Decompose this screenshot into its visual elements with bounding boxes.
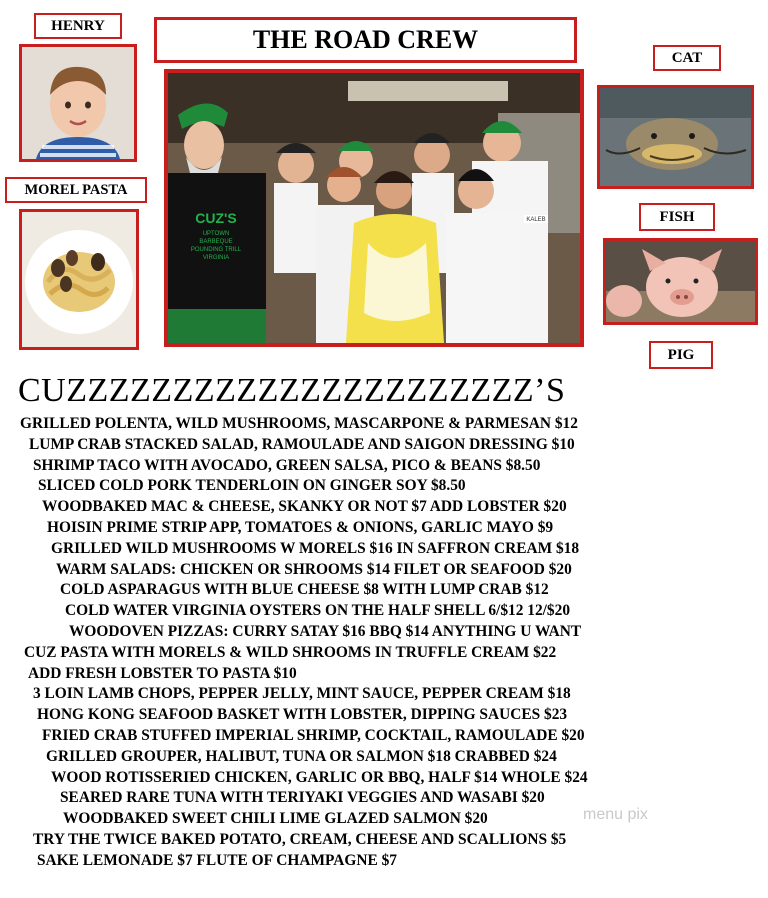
label-cat: CAT (653, 45, 721, 71)
crew-photo (164, 69, 584, 347)
shirt-text: BARBEQUE (199, 239, 233, 245)
name-tag: KALEB (526, 217, 546, 223)
menu-item: COLD WATER VIRGINIA OYSTERS ON THE HALF SHELL 6/$12 12/$20 (65, 602, 571, 619)
menu-item: SHRIMP TACO WITH AVOCADO, GREEN SALSA, PICO & BEANS $8.50 (33, 457, 541, 474)
shirt-text: POUNDING TRILL (190, 247, 242, 253)
menu-item: HONG KONG SEAFOOD BASKET WITH LOBSTER, DIPPING SAUCES $23 (37, 706, 568, 723)
pig-photo (603, 238, 758, 325)
menu-item: 3 LOIN LAMB CHOPS, PEPPER JELLY, MINT SAUCE, PEPPER CREAM $18 (33, 685, 571, 702)
menu-item: CUZ PASTA WITH MORELS & WILD SHROOMS IN TRUFFLE CREAM $22 (24, 644, 557, 661)
label-fish: FISH (639, 203, 715, 231)
menu-item: LUMP CRAB STACKED SALAD, RAMOULADE AND SAIGON DRESSING $10 (29, 436, 575, 453)
menu-item: GRILLED WILD MUSHROOMS W MORELS $16 IN SAFFRON CREAM $18 (51, 540, 580, 557)
menu-item: HOISIN PRIME STRIP APP, TOMATOES & ONIONS, GARLIC MAYO $9 (47, 519, 554, 536)
menu-item: COLD ASPARAGUS WITH BLUE CHEESE $8 WITH LUMP CRAB $12 (60, 581, 549, 598)
page-title: THE ROAD CREW (154, 17, 577, 63)
label-morel-pasta: MOREL PASTA (5, 177, 147, 203)
shirt-text: UPTOWN (202, 231, 230, 237)
menu-item: ADD FRESH LOBSTER TO PASTA $10 (28, 665, 297, 682)
shirt-text: CUZ'S (195, 210, 237, 226)
menu-item: WOODBAKED SWEET CHILI LIME GLAZED SALMON $20 (63, 810, 488, 827)
menu-item: TRY THE TWICE BAKED POTATO, CREAM, CHEESE AND SCALLIONS $5 (33, 831, 567, 848)
catfish-photo (597, 85, 754, 189)
menu-item: FRIED CRAB STUFFED IMPERIAL SHRIMP, COCKTAIL, RAMOULADE $20 (42, 727, 585, 744)
menu-item: GRILLED GROUPER, HALIBUT, TUNA OR SALMON $18 CRABBED $24 (46, 748, 557, 765)
menu-item: WOODOVEN PIZZAS: CURRY SATAY $16 BBQ $14 ANYTHING U WANT (69, 623, 582, 640)
menu-item: WOOD ROTISSERIED CHICKEN, GARLIC OR BBQ, HALF $14 WHOLE $24 (51, 769, 588, 786)
menu-item: GRILLED POLENTA, WILD MUSHROOMS, MASCARPONE & PARMESAN $12 (20, 415, 578, 432)
shirt-text: VIRGINIA (202, 255, 230, 261)
morel-pasta-photo (19, 209, 139, 350)
watermark: menu pix (583, 806, 648, 823)
menu-item: SLICED COLD PORK TENDERLOIN ON GINGER SOY $8.50 (38, 477, 466, 494)
menu-item: WARM SALADS: CHICKEN OR SHROOMS $14 FILET OR SEAFOOD $20 (56, 561, 572, 578)
menu-heading: CUZZZZZZZZZZZZZZZZZZZZZZ’S (18, 372, 566, 409)
label-pig: PIG (649, 341, 713, 369)
henry-photo (19, 44, 137, 162)
menu-item: SEARED RARE TUNA WITH TERIYAKI VEGGIES AND WASABI $20 (60, 789, 545, 806)
menu-item: SAKE LEMONADE $7 FLUTE OF CHAMPAGNE $7 (37, 852, 397, 869)
menu-item: WOODBAKED MAC & CHEESE, SKANKY OR NOT $7 ADD LOBSTER $20 (42, 498, 567, 515)
label-henry: HENRY (34, 13, 122, 39)
